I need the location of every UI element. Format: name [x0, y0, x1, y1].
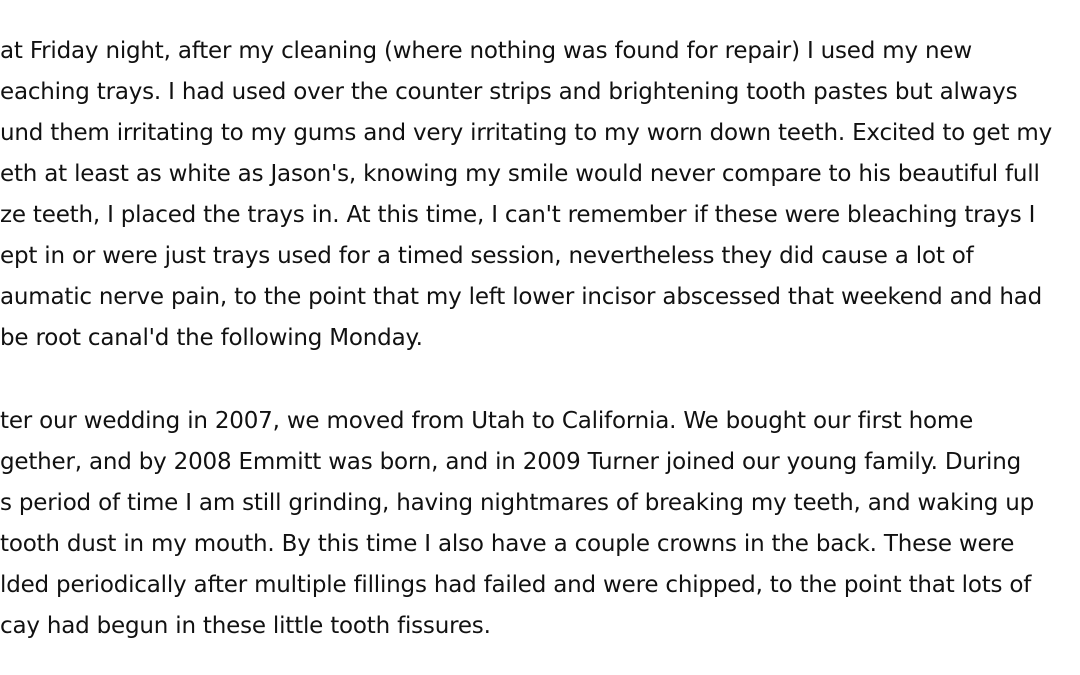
paragraph-2 [0, 401, 1080, 647]
text-line: s period of time I am still grinding, having nightmares of breaking my teeth, and waking up [0, 490, 1035, 516]
text-line: lded periodically after multiple fillings had failed and were chipped, to the point that lots of [0, 572, 1032, 598]
text-line: und them irritating to my gums and very irritating to my worn down teeth. Excited to get my [0, 120, 1053, 146]
paragraph-1 [0, 31, 1080, 359]
text-line: cay had begun in these little tooth fissures. [0, 613, 491, 639]
text-line: aumatic nerve pain, to the point that my left lower incisor abscessed that weekend and had [0, 284, 1043, 310]
text-line: eaching trays. I had used over the counter strips and brightening tooth pastes but always [0, 79, 1018, 105]
text-line: ter our wedding in 2007, we moved from Utah to California. We bought our first home [0, 408, 974, 434]
text-line: ze teeth, I placed the trays in. At this time, I can't remember if these were bleaching trays I [0, 202, 1036, 228]
text-line: eth at least as white as Jason's, knowing my smile would never compare to his beautiful full [0, 161, 1040, 187]
text-line: tooth dust in my mouth. By this time I also have a couple crowns in the back. These were [0, 531, 1015, 557]
text-line: be root canal'd the following Monday. [0, 325, 423, 351]
text-line: ept in or were just trays used for a timed session, nevertheless they did cause a lot of [0, 243, 974, 269]
text-line: at Friday night, after my cleaning (where nothing was found for repair) I used my new [0, 38, 972, 64]
text-line: gether, and by 2008 Emmitt was born, and in 2009 Turner joined our young family. During [0, 449, 1022, 475]
